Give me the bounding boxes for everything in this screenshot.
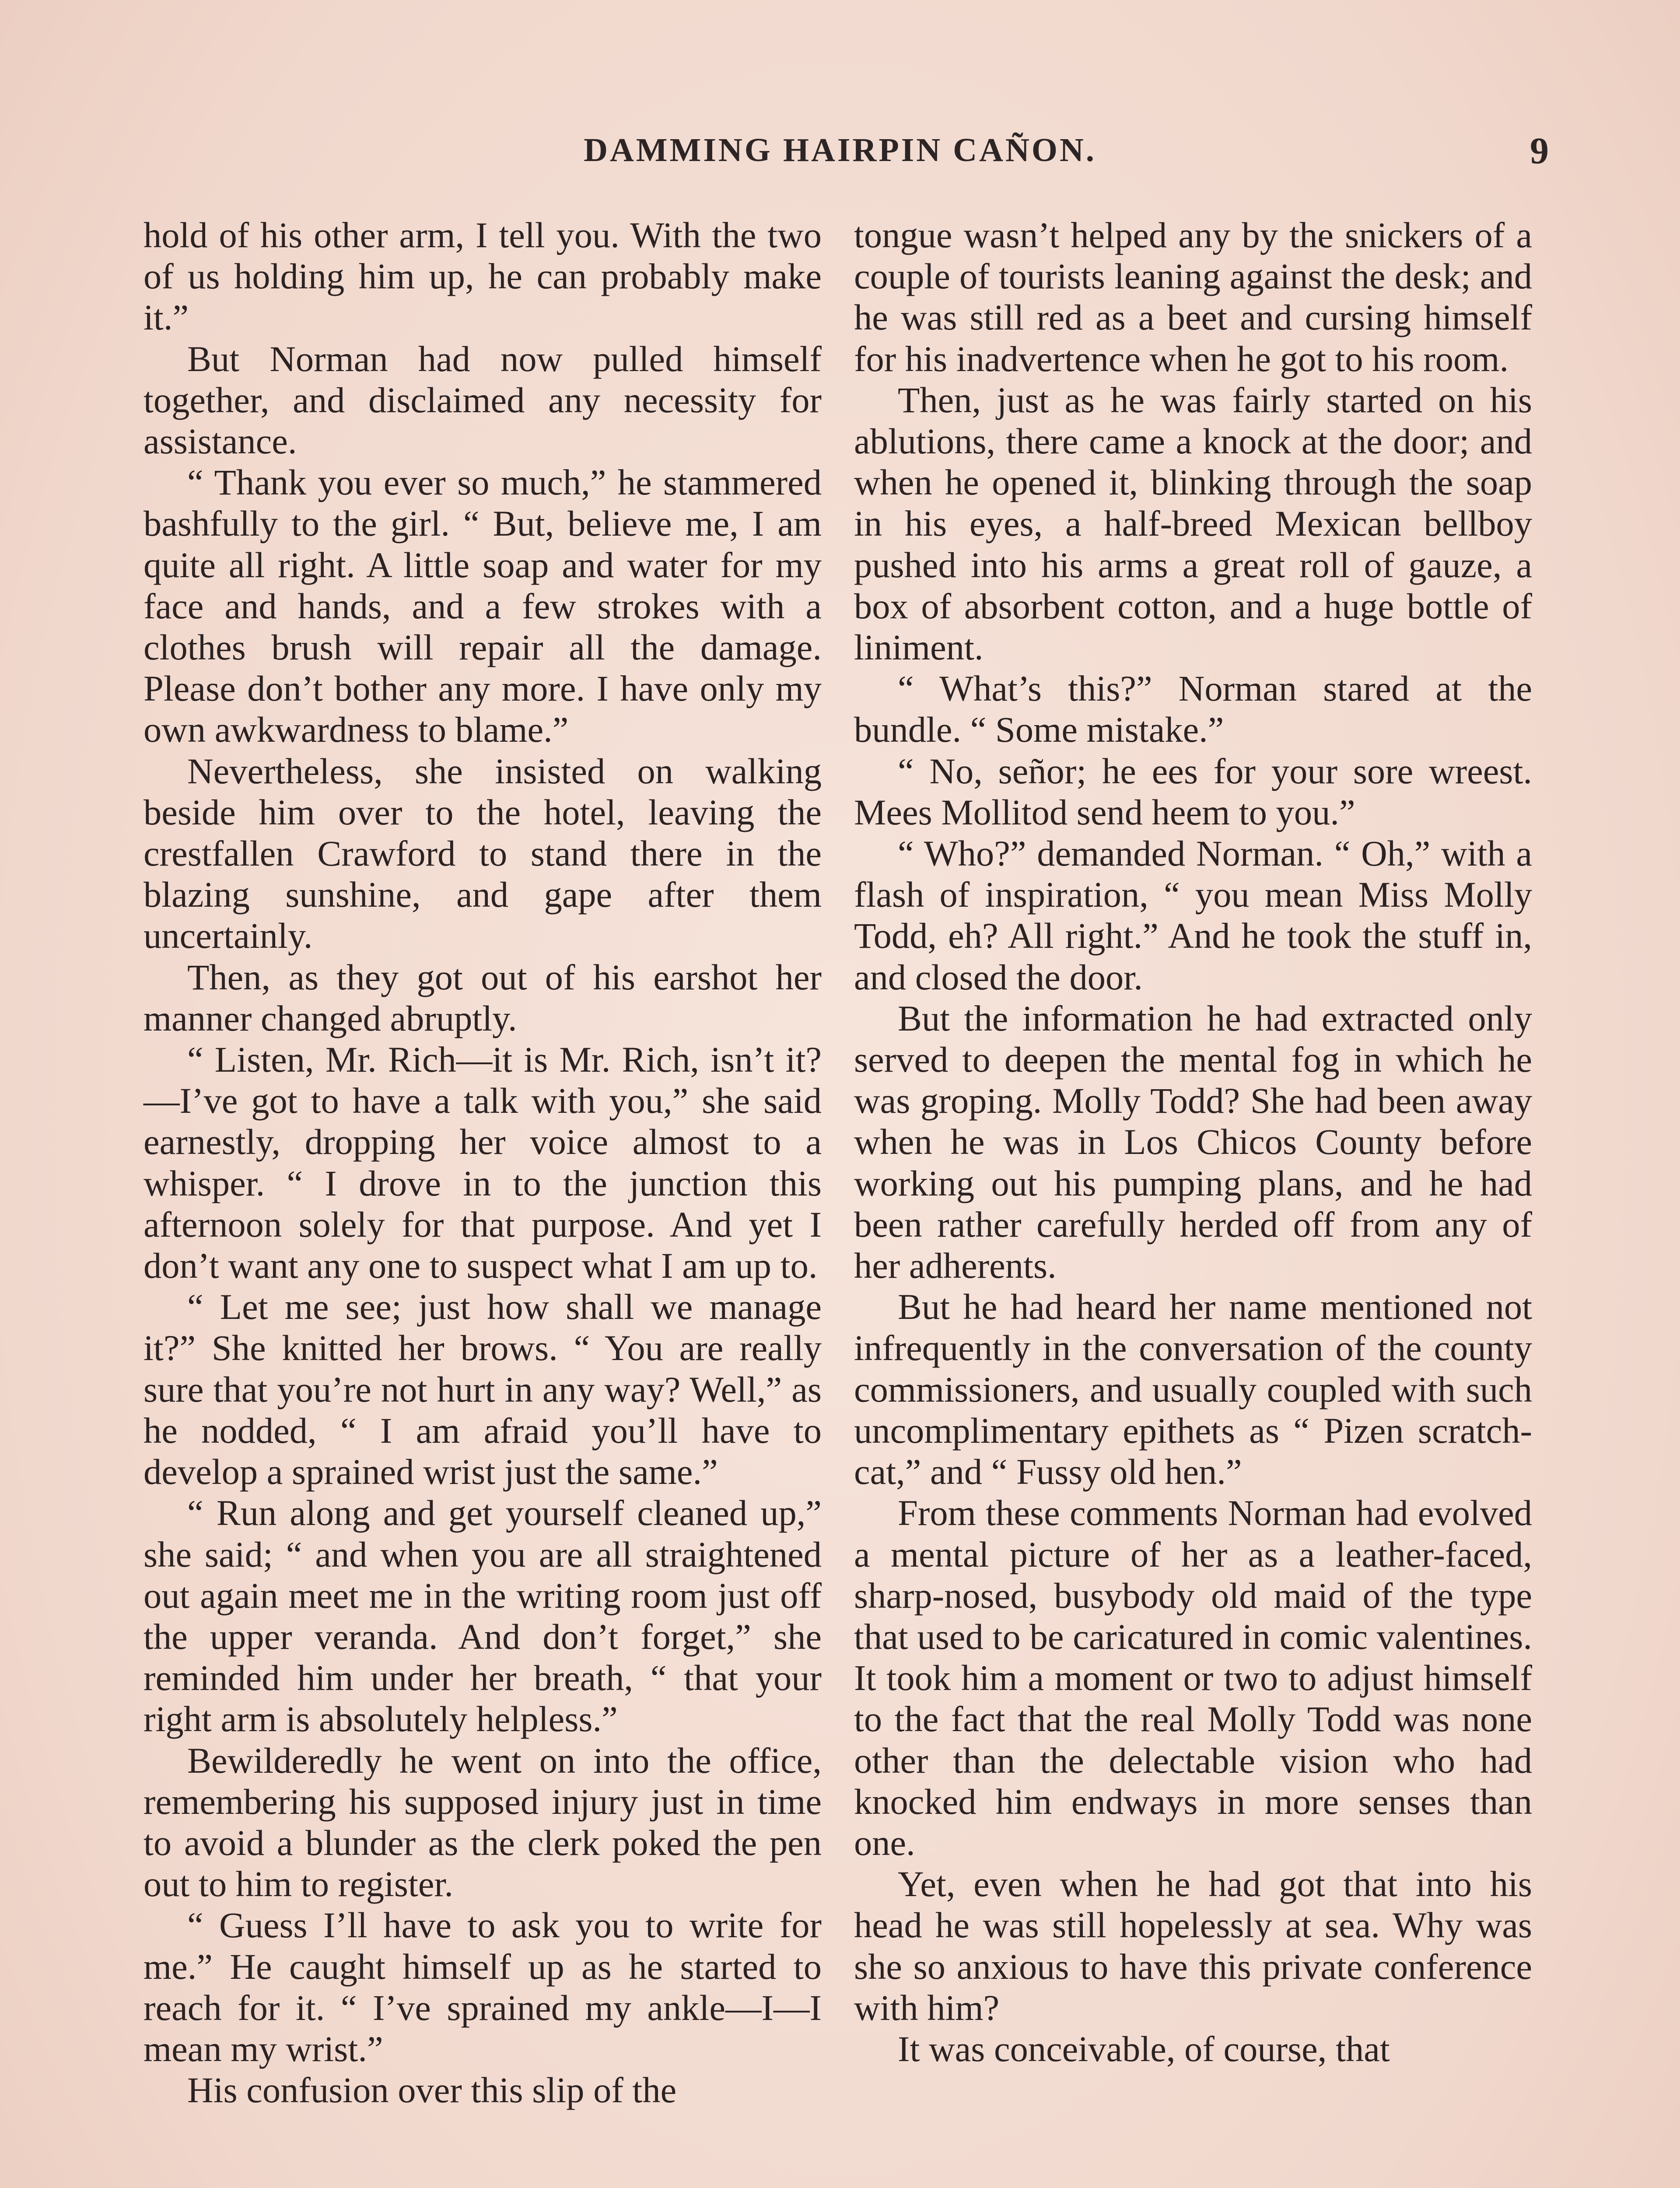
paragraph: “ What’s this?” Norman stared at the bundle. “ Some mistake.” bbox=[854, 668, 1532, 750]
paragraph: “ Who?” demanded Norman. “ Oh,” with a flash of inspiration, “ you mean Miss Molly Todd, eh? All right.” And he took the stuff in, and closed the door. bbox=[854, 833, 1532, 997]
paragraph: Yet, even when he had got that into his head he was still hopelessly at sea. Why was she so anxious to have this private conference with him? bbox=[854, 1864, 1532, 2028]
paragraph: “ Guess I’ll have to ask you to write for me.” He caught himself up as he started to reach for it. “ I’ve sprained my ankle—I—I mean my wrist.” bbox=[144, 1905, 822, 2069]
left-text-column bbox=[144, 214, 822, 2111]
page-header bbox=[140, 130, 1549, 184]
paragraph: But he had heard her name mentioned not infrequently in the conversation of the county commissioners, and usually coupled with such uncomplimentary epithets as “ Pizen scratch-cat,” and “ Fussy old hen.” bbox=[854, 1287, 1532, 1492]
paragraph: It was conceivable, of course, that bbox=[898, 2028, 1390, 2069]
paragraph: hold of his other arm, I tell you. With the two of us holding him up, he can probably make it.” bbox=[144, 215, 822, 338]
paragraph: “ No, señor; he ees for your sore wreest. Mees Mollitod send heem to you.” bbox=[854, 750, 1532, 832]
paragraph: But Norman had now pulled himself together, and disclaimed any necessity for assistance. bbox=[144, 338, 822, 462]
paragraph: Bewilderedly he went on into the office, remembering his supposed injury just in time to avoid a blunder as the clerk poked the pen out to him to register. bbox=[144, 1740, 822, 1904]
right-text-column bbox=[854, 214, 1532, 2069]
paragraph: Then, as they got out of his earshot her manner changed abruptly. bbox=[144, 957, 822, 1038]
paragraph: Then, just as he was fairly started on his ablutions, there came a knock at the door; and when he opened it, blinking through the soap in his eyes, a half-breed Mexican bellboy pushed into his arms a great roll of gauze, a box of absorbent cotton, and a huge bottle of liniment. bbox=[854, 379, 1532, 668]
page-number: 9 bbox=[1530, 130, 1549, 172]
paragraph: “ Thank you ever so much,” he stammered bashfully to the girl. “ But, believe me, I am quite all right. A little soap and water for my face and hands, and a few strokes with a clothes brush will repair all the damage. Please don’t bother any more. I have only my own awkwardness to blame.” bbox=[144, 462, 822, 750]
paragraph: “ Run along and get yourself cleaned up,” she said; “ and when you are all straightened out again meet me in the writing room just off the upper veranda. And don’t forget,” she reminded him under her breath, “ that your right arm is absolutely helpless.” bbox=[144, 1493, 822, 1739]
paragraph: His confusion over this slip of the bbox=[187, 2070, 677, 2111]
paragraph: Nevertheless, she insisted on walking beside him over to the hotel, leaving the crestfallen Crawford to stand there in the blazing sunshine, and gape after them uncertainly. bbox=[144, 750, 822, 956]
paragraph: But the information he had extracted only served to deepen the mental fog in which he was groping. Molly Todd? She had been away when he was in Los Chicos County before working out his pumping plans, and he had been rather carefully herded off from any of her adherents. bbox=[854, 998, 1532, 1286]
paragraph: “ Let me see; just how shall we manage it?” She knitted her brows. “ You are really sure that you’re not hurt in any way? Well,” as he nodded, “ I am afraid you’ll have to develop a sprained wrist just the same.” bbox=[144, 1287, 822, 1492]
paragraph: “ Listen, Mr. Rich—it is Mr. Rich, isn’t it?—I’ve got to have a talk with you,” she said earnestly, dropping her voice almost to a whisper. “ I drove in to the junction this afternoon solely for that purpose. And yet I don’t want any one to suspect what I am up to. bbox=[144, 1039, 822, 1286]
paragraph: tongue wasn’t helped any by the snickers of a couple of tourists leaning against the desk; and he was still red as a beet and cursing himself for his inadvertence when he got to his room. bbox=[854, 215, 1532, 379]
paragraph: From these comments Norman had evolved a mental picture of her as a leather-faced, sharp-nosed, busybody old maid of the type that used to be caricatured in comic valentines. It took him a moment or two to adjust himself to the fact that the real Molly Todd was none other than the delectable vision who had knocked him endways in more senses than one. bbox=[854, 1493, 1532, 1863]
running-head: DAMMING HAIRPIN CAÑON. bbox=[584, 132, 1096, 168]
